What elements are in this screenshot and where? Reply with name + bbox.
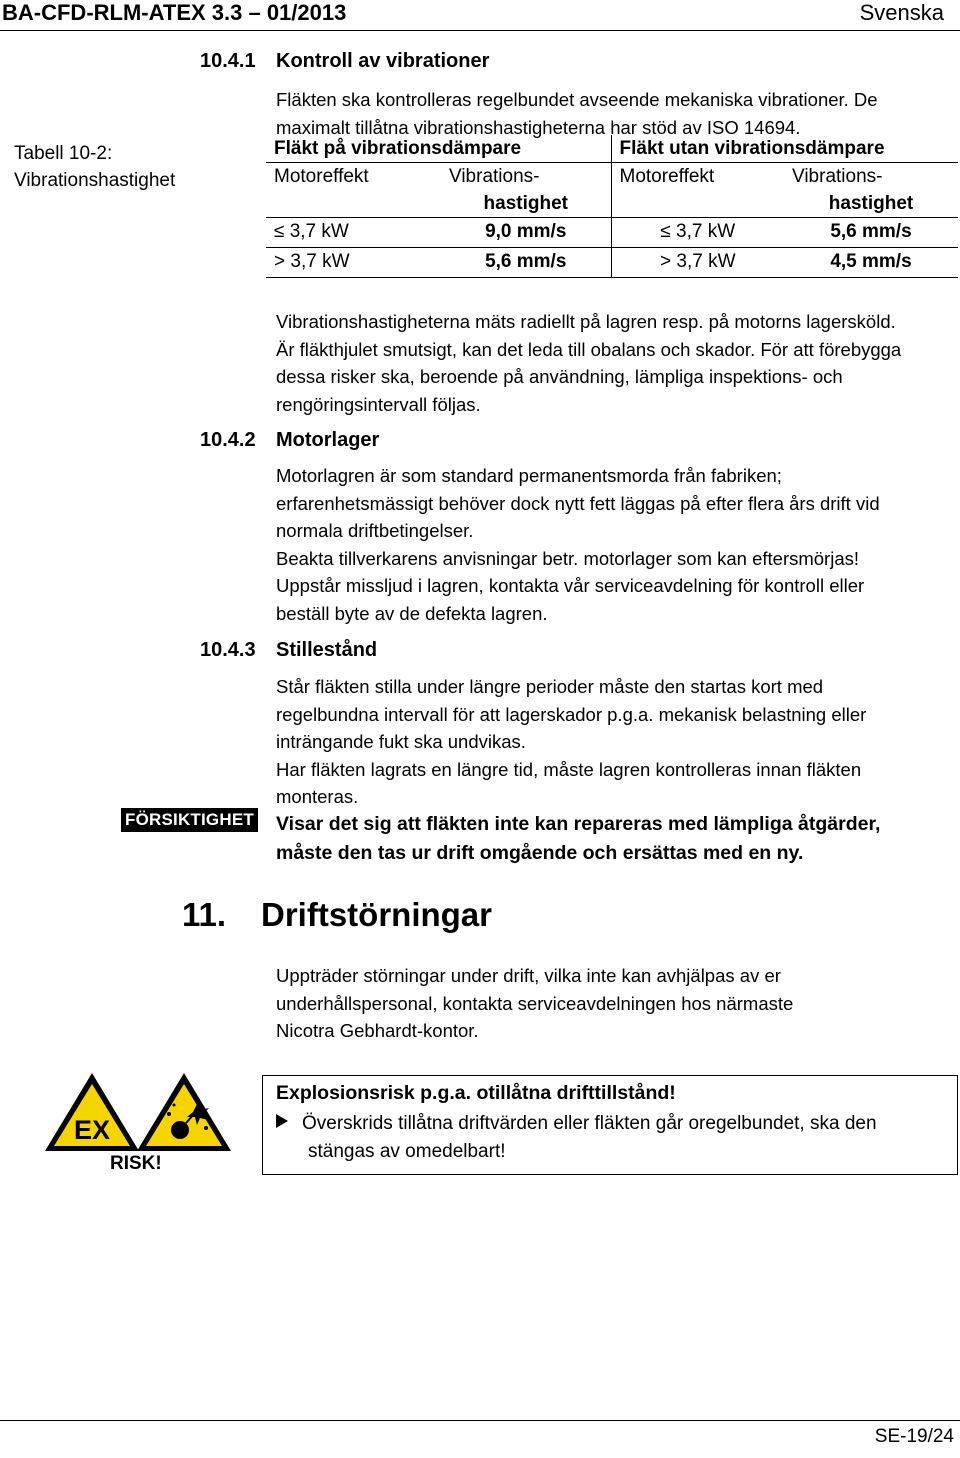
col-header-speed [784,163,958,218]
play-arrow-icon [276,1114,288,1128]
ex-warning-icon [42,1070,142,1154]
text-line: beställ byte av de defekta lagren. [276,602,548,624]
text-line: Överskrids tillåtna driftvärden eller fläkten går oregelbundet, ska den [302,1113,877,1134]
section-number: 10.4.2 [200,429,256,451]
text-line: Har fläkten lagrats en längre tid, måste lagren kontrolleras innan fläkten [276,758,862,780]
text-line: inträngande fukt ska undvikas. [276,731,526,752]
explosive-warning-icon [134,1070,234,1154]
ex-symbol-text: EX [73,1115,111,1145]
caption-line: Tabell 10-2: [14,143,113,164]
text-line: Uppstår missljud i lagren, kontakta vår serviceavdelning för kontroll eller [276,575,865,596]
header-text: hastighet [483,193,568,214]
text-line: regelbundna intervall för att lagerskador p.g.a. mekanisk belastning eller [276,703,867,725]
text-line: normala driftbetingelser. [276,520,474,541]
text-line: Är fläkthjulet smutsigt, kan det leda till obalans och skador. För att förebygga [276,338,902,360]
text-line: Fläkten ska kontrolleras regelbundet avseende mekaniska vibrationer. De [276,89,878,110]
section-title: Kontroll av vibrationer [276,50,490,72]
text-line: monteras. [276,786,359,807]
table-cell: 4,5 mm/s [784,248,958,278]
header-text: Motoreffekt [619,166,715,187]
table-cell: ≤ 3,7 kW [611,218,784,248]
text-line: Beakta tillverkarens anvisningar betr. motorlager som kan eftersmörjas! [276,547,860,569]
table-column-header [266,163,958,218]
text-line: dessa risker ska, beroende på användning, lämpliga inspektions- och [276,366,843,387]
risk-label: RISK! [110,1153,162,1174]
document-id: BA-CFD-RLM-ATEX 3.3 – 01/2013 [2,0,347,25]
section-intro [276,86,936,141]
text-line: rengöringsintervall följas. [276,393,481,415]
text-line: underhållspersonal, kontakta serviceavdelningen hos närmaste [276,992,794,1014]
table-cell: > 3,7 kW [266,248,441,278]
footer-rule [0,1420,960,1421]
vibration-notes [276,308,936,418]
header-rule [0,30,960,31]
header-text: Vibrations- [449,166,540,187]
table-cell: 5,6 mm/s [441,248,611,278]
chapter-intro [276,962,936,1045]
vibration-table [266,135,958,278]
section-title: Motorlager [276,429,380,451]
header-text: Motoreffekt [274,166,369,187]
text-line: maximalt tillåtna vibrationshastigheterna har stöd av ISO 14694. [276,116,801,138]
page-number: SE-19/24 [874,1426,954,1447]
table-cell: 9,0 mm/s [441,218,611,248]
table-cell: 5,6 mm/s [784,218,958,248]
motor-bearing-text [276,462,936,627]
chapter-number: 11. [182,896,227,933]
language-label: Svenska [859,0,944,25]
caution-text [276,810,880,867]
section-number: 10.4.1 [200,50,256,72]
text-line: Nicotra Gebhardt-kontor. [276,1020,479,1041]
risk-title: Explosionsrisk p.g.a. otillåtna drifttillstånd! [276,1082,676,1104]
header-text: hastighet [828,193,914,214]
text-line: Uppträder störningar under drift, vilka inte kan avhjälpas av er [276,965,781,986]
section-title: Stillestånd [276,639,378,661]
header-text: Vibrations- [792,166,883,187]
caption-line: Vibrationshastighet [14,170,176,191]
col-header-power [266,163,441,218]
text-line: erfarenhetsmässigt behöver dock nytt fett läggas på efter flera års drift vid [276,492,880,514]
text-line: Vibrationshastigheterna mäts radiellt på lagren resp. på motorns lagersköld. [276,311,896,332]
text-line: stängas av omedelbart! [308,1140,506,1162]
standstill-text [276,673,936,811]
chapter-title: Driftstörningar [261,896,492,933]
table-row [266,218,958,248]
group-with-damper: Fläkt på vibrationsdämpare [266,135,611,163]
col-header-speed [441,163,611,218]
table-cell: ≤ 3,7 kW [266,218,441,248]
text-line: Står fläkten stilla under längre perioder måste den startas kort med [276,676,824,697]
section-number: 10.4.3 [200,639,256,661]
text-line: måste den tas ur drift omgående och ersättas med en ny. [276,841,804,864]
risk-bullet [276,1110,877,1138]
table-row [266,248,958,278]
table-cell: > 3,7 kW [611,248,784,278]
risk-instruction [276,1110,877,1165]
col-header-power [611,163,784,218]
table-caption [14,140,175,194]
text-line: Visar det sig att fläkten inte kan repareras med lämpliga åtgärder, [276,813,881,835]
caution-badge: FÖRSIKTIGHET [121,808,258,832]
group-without-damper: Fläkt utan vibrationsdämpare [611,135,958,163]
table-group-header [266,135,958,163]
text-line: Motorlagren är som standard permanentsmorda från fabriken; [276,465,782,486]
